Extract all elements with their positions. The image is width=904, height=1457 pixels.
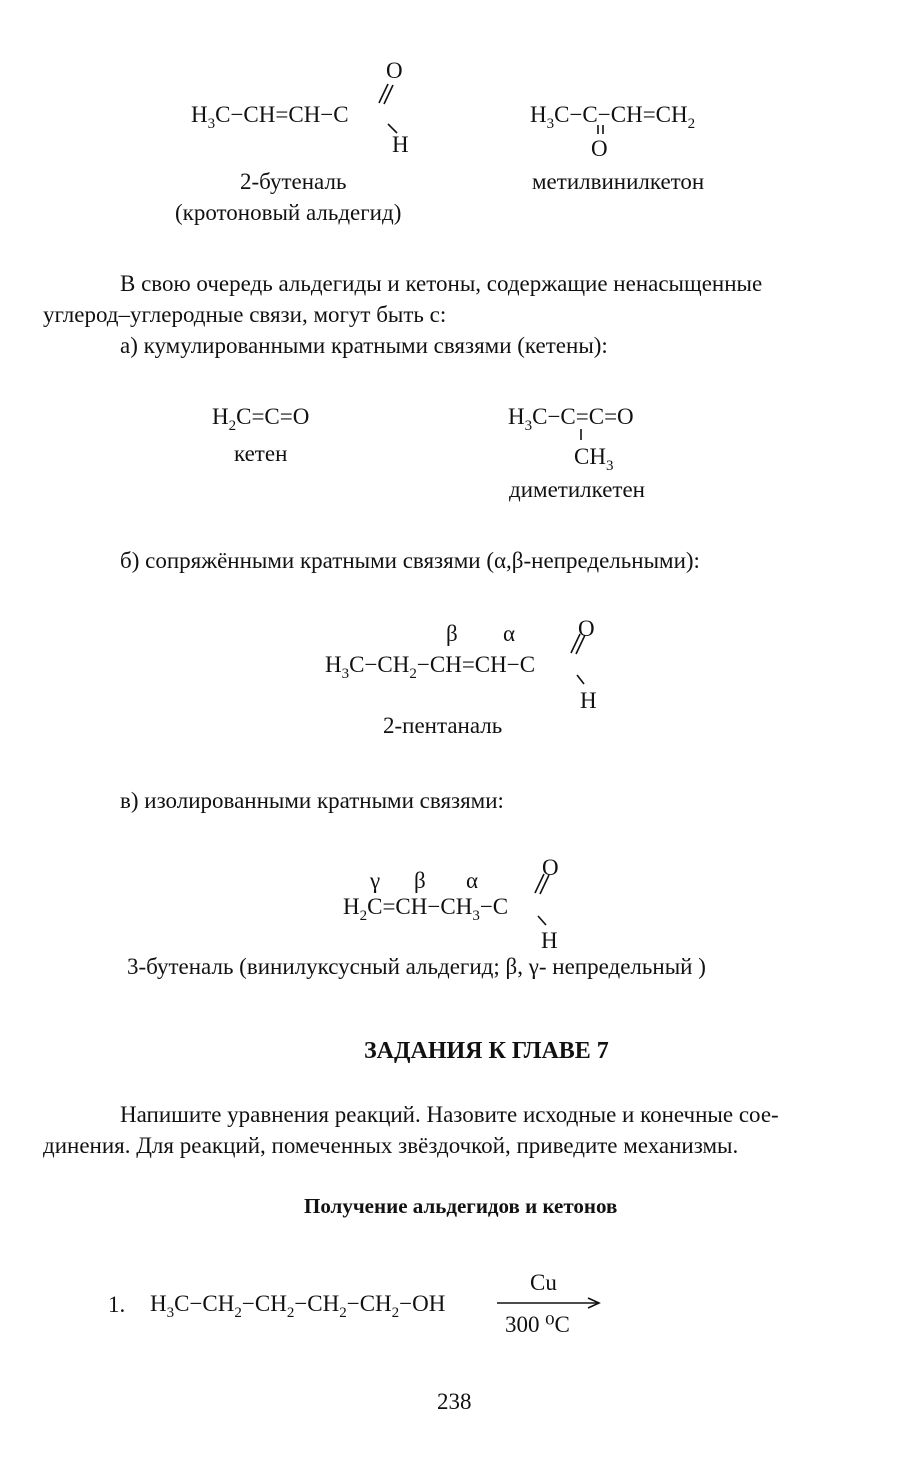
- svg-text:O: O: [591, 136, 608, 161]
- formula-3-butenal: [343, 855, 559, 953]
- formula-ketene: [212, 404, 309, 434]
- paragraph-task-line-1: Напишите уравнения реакций. Назовите исходные и конечные сое-: [120, 1102, 779, 1127]
- caption-3-butenal: 3-бутеналь (винилуксусный альдегид; β, γ- непредельный ): [127, 954, 706, 979]
- caption-dimethylketene: диметилкетен: [509, 477, 645, 502]
- svg-text:CH3: $CH_3$: [574, 444, 614, 474]
- svg-text:α: α: [503, 621, 516, 646]
- page-number: 238: [437, 1389, 472, 1414]
- svg-text:H2C=CH−CH3−C: $H_2C=CH-CH_3-C$: [343, 894, 509, 924]
- svg-text:O: O: [542, 855, 559, 880]
- caption-2-butenal: 2-бутеналь: [240, 169, 347, 194]
- list-item-b: б) сопряжёнными кратными связями (α,β-непредельными):: [120, 548, 700, 573]
- svg-text:H3C−CH=CH−C: $H_3C-CH=CH-C$: [191, 102, 349, 132]
- list-item-c: в) изолированными кратными связями:: [120, 788, 504, 813]
- caption-2-pentanal: 2-пентаналь: [383, 713, 503, 738]
- caption-methylvinylketone: метилвинилкетон: [532, 169, 705, 194]
- svg-text:H3C−C−CH=CH2: $H_3C-C-CH=CH_2$: [530, 102, 696, 132]
- formula-2-pentanal: [325, 616, 597, 713]
- reaction-temperature: 300 ⁰C: [505, 1312, 570, 1337]
- svg-text:H: H: [392, 132, 409, 157]
- svg-text:β: β: [446, 621, 458, 646]
- paragraph-intro-line-2: углерод–углеродные связи, могут быть с:: [43, 302, 447, 327]
- svg-text:O: O: [578, 616, 595, 641]
- svg-text:β: β: [414, 868, 426, 893]
- svg-text:H: H: [541, 928, 558, 953]
- formula-2-butenal: [191, 58, 409, 157]
- paragraph-task-line-2: динения. Для реакций, помеченных звёздочкой, приведите механизмы.: [43, 1133, 739, 1158]
- svg-text:γ: γ: [370, 868, 381, 893]
- svg-text:H3C−CH2−CH=CH−C: $H_3C-CH_2-CH=CH-C$: [325, 652, 536, 682]
- paragraph-intro-line-1: В свою очередь альдегиды и кетоны, содержащие ненасыщенные: [120, 271, 763, 296]
- caption-ketene: кетен: [234, 441, 288, 466]
- reaction-catalyst: Cu: [530, 1270, 557, 1295]
- reaction-number: 1.: [108, 1292, 126, 1317]
- formula-dimethylketene: [508, 404, 634, 474]
- caption-crotonaldehyde: (кротоновый альдегид): [175, 200, 402, 225]
- svg-text:O: O: [386, 58, 403, 83]
- formula-methylvinylketone: [530, 102, 695, 161]
- list-item-a: а) кумулированными кратными связями (кетены):: [120, 333, 608, 358]
- heading-section-preparation: Получение альдегидов и кетонов: [304, 1194, 618, 1218]
- svg-text:H3C−C=C=O: $H_3C-C=C=O$: [508, 404, 634, 434]
- heading-chapter-tasks: ЗАДАНИЯ К ГЛАВЕ 7: [364, 1038, 609, 1064]
- svg-text:H2C=C=O: $H_2C=C=O$: [212, 404, 310, 434]
- svg-text:H: H: [580, 688, 597, 713]
- svg-text:H3C−CH2−CH2−CH2−CH2−OH: $H_3C-CH_2-CH_2-CH_2-CH_2-OH$: [150, 1291, 446, 1321]
- svg-text:α: α: [466, 868, 479, 893]
